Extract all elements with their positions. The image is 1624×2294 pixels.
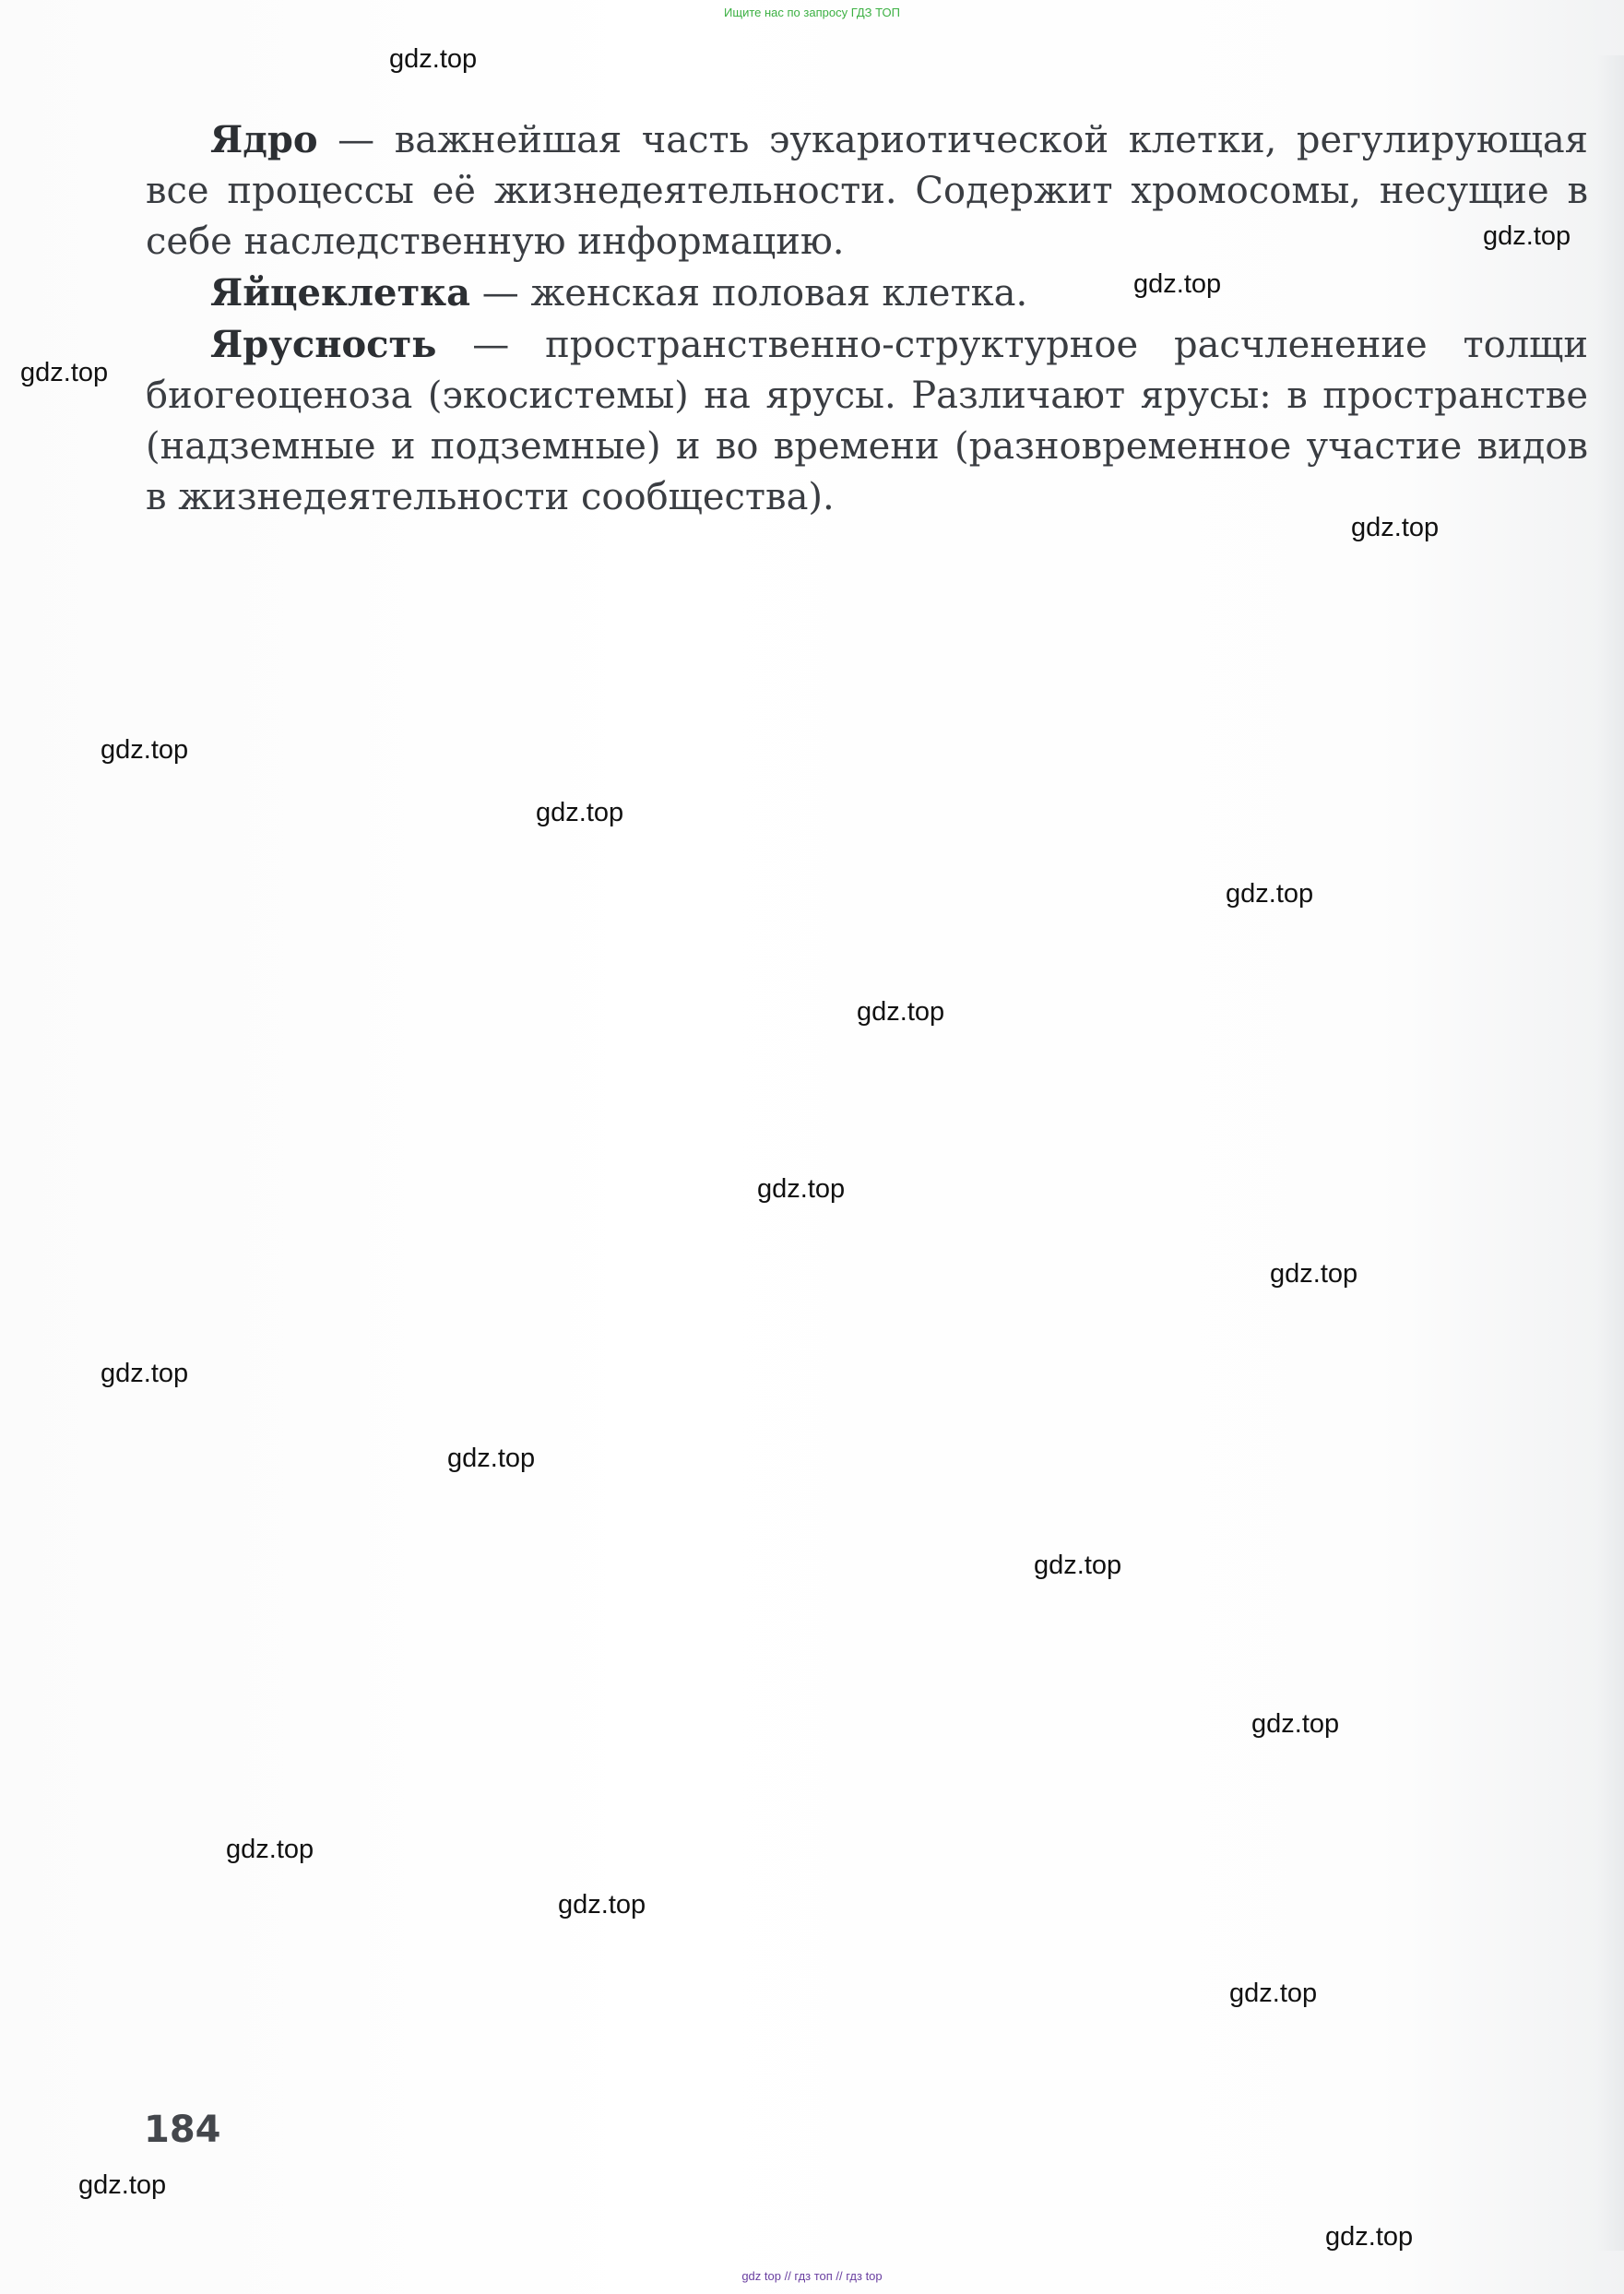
watermark: gdz.top — [389, 44, 478, 74]
watermark: gdz.top — [1226, 879, 1314, 909]
watermark: gdz.top — [558, 1890, 646, 1920]
glossary-definition: — женская половая клетка. — [470, 272, 1028, 315]
watermark: gdz.top — [101, 1359, 189, 1388]
watermark: gdz.top — [1270, 1259, 1358, 1289]
watermark: gdz.top — [1483, 221, 1571, 251]
glossary-entry-egg-cell — [146, 267, 1588, 319]
glossary-term: Яйцеклетка — [210, 271, 471, 315]
top-banner-link[interactable]: Ищите нас по запросу ГДЗ ТОП — [724, 6, 900, 19]
watermark: gdz.top — [78, 2170, 167, 2200]
glossary-entry-stratification — [146, 319, 1588, 523]
watermark: gdz.top — [1034, 1551, 1122, 1580]
glossary-entries — [146, 114, 1588, 523]
watermark: gdz.top — [1133, 269, 1222, 299]
watermark: gdz.top — [226, 1835, 314, 1864]
watermark: gdz.top — [1229, 1979, 1318, 2008]
watermark: gdz.top — [757, 1174, 846, 1204]
watermark: gdz.top — [20, 358, 109, 387]
watermark: gdz.top — [101, 735, 189, 765]
glossary-term: Ярусность — [210, 323, 437, 366]
glossary-definition: — пространственно-структурное расчленение толщи биогеоценоза (экосистемы) на ярусы. Различают ярусы: в пространстве (надземные и подземные) и во времени (разновременное участие видов в жизнедеятельности сообщества). — [146, 324, 1588, 518]
glossary-definition: — важнейшая часть эукариотической клетки, регулирующая все процессы её жизнедеятельности. Содержит хромосомы, несущие в себе наследственную информацию. — [146, 119, 1588, 263]
watermark: gdz.top — [1325, 2222, 1414, 2252]
watermark: gdz.top — [1351, 513, 1440, 542]
glossary-term: Ядро — [210, 118, 318, 161]
page-number: 184 — [144, 2109, 221, 2151]
footer-links[interactable]: gdz top // гдз топ // гдз top — [741, 2269, 883, 2283]
watermark: gdz.top — [857, 997, 945, 1027]
glossary-entry-nucleus — [146, 114, 1588, 267]
watermark: gdz.top — [447, 1444, 536, 1473]
page-edge-shadow — [1596, 55, 1624, 2251]
watermark: gdz.top — [536, 798, 624, 827]
watermark: gdz.top — [1251, 1709, 1340, 1739]
